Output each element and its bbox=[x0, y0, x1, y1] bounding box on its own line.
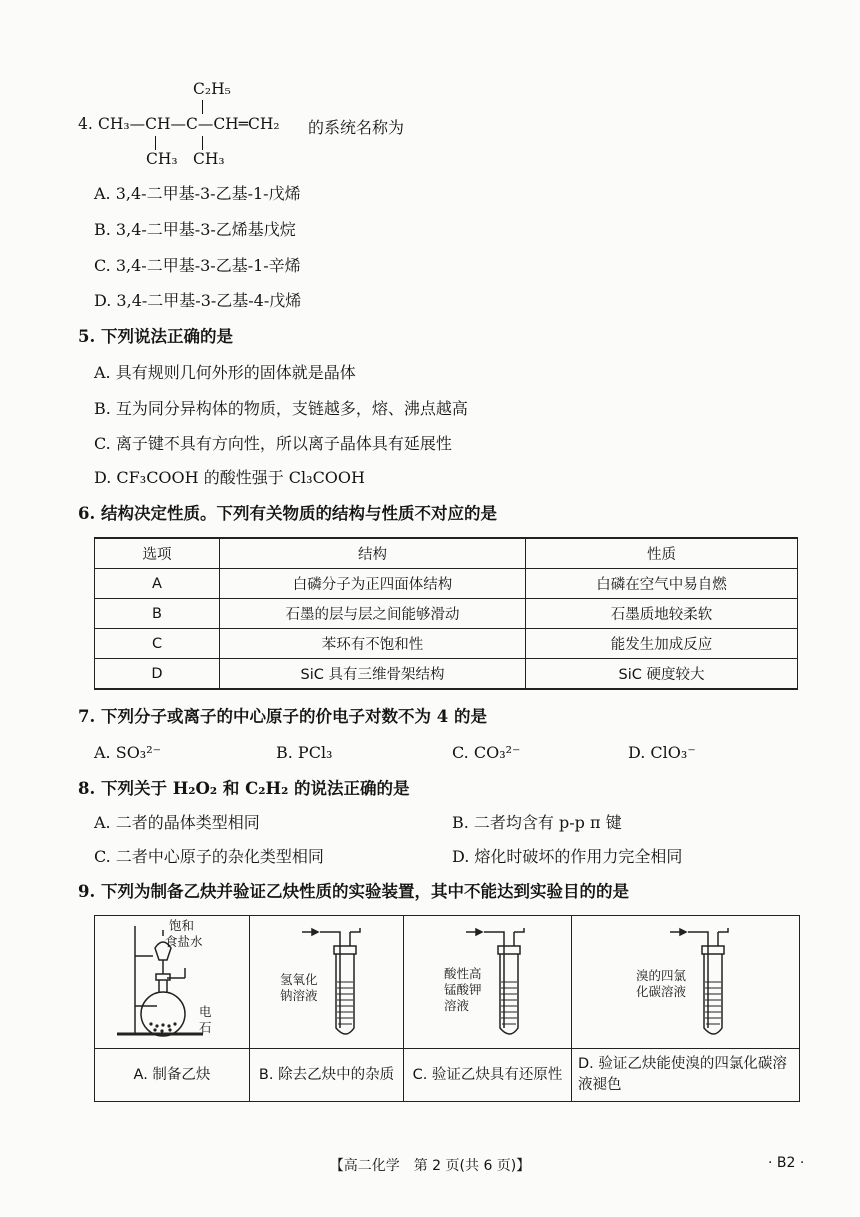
q6-cell: 石墨质地较柔软 bbox=[526, 599, 798, 629]
q5-option-c: C. 离子键不具有方向性，所以离子晶体具有延展性 bbox=[94, 434, 452, 453]
q7-stem: 7. 下列分子或离子的中心原子的价电子对数不为 4 的是 bbox=[78, 707, 487, 726]
q9-label-carbide-1: 电 bbox=[199, 1004, 212, 1019]
q9-label-kmno4-3: 溶液 bbox=[444, 998, 470, 1013]
q5-option-a: A. 具有规则几何外形的固体就是晶体 bbox=[94, 363, 356, 382]
q9-caption-row bbox=[95, 1049, 800, 1102]
table-row bbox=[95, 659, 798, 690]
wash-bottle-b-icon bbox=[250, 916, 403, 1048]
q9-label-naoh-1: 氢氧化 bbox=[280, 972, 318, 987]
q5-stem: 5. 下列说法正确的是 bbox=[78, 327, 233, 346]
q6-cell: 白磷在空气中易自燃 bbox=[526, 569, 798, 599]
q8-option-d: D. 熔化时破坏的作用力完全相同 bbox=[452, 847, 683, 866]
q4-bond-left bbox=[155, 136, 156, 150]
q8-option-a: A. 二者的晶体类型相同 bbox=[94, 813, 260, 832]
q4-bond-right bbox=[202, 136, 203, 150]
q6-header-option: 选项 bbox=[95, 538, 220, 569]
q5-option-b: B. 互为同分异构体的物质，支链越多，熔、沸点越高 bbox=[94, 399, 468, 418]
table-row bbox=[95, 569, 798, 599]
q9-label-kmno4-2: 锰酸钾 bbox=[444, 982, 482, 997]
q6-header-structure: 结构 bbox=[220, 538, 526, 569]
q9-caption-d: D. 验证乙炔能使溴的四氯化碳溶液褪色 bbox=[572, 1049, 800, 1102]
q6-cell: SiC 硬度较大 bbox=[526, 659, 798, 690]
q9-apparatus-c bbox=[404, 916, 572, 1049]
q6-cell: 白磷分子为正四面体结构 bbox=[220, 569, 526, 599]
table-row bbox=[95, 629, 798, 659]
q9-caption-a: A. 制备乙炔 bbox=[95, 1049, 250, 1102]
table-row bbox=[95, 599, 798, 629]
page-code: · B2 · bbox=[768, 1155, 805, 1171]
q9-apparatus-d bbox=[572, 916, 800, 1049]
q8-option-c: C. 二者中心原子的杂化类型相同 bbox=[94, 847, 324, 866]
q9-label-kmno4-1: 酸性高 bbox=[444, 966, 482, 981]
q4-bottom-right: CH₃ bbox=[193, 150, 225, 168]
q9-label-naoh-2: 钠溶液 bbox=[280, 988, 318, 1003]
wash-bottle-c-icon bbox=[404, 916, 571, 1048]
q9-caption-b: B. 除去乙炔中的杂质 bbox=[250, 1049, 404, 1102]
q9-label-carbide-2: 石 bbox=[199, 1020, 212, 1035]
q6-cell: B bbox=[95, 599, 220, 629]
q6-stem: 6. 结构决定性质。下列有关物质的结构与性质不对应的是 bbox=[78, 504, 497, 523]
q6-cell: 苯环有不饱和性 bbox=[220, 629, 526, 659]
q4-number: 4. bbox=[78, 115, 93, 133]
q6-header-property: 性质 bbox=[526, 538, 798, 569]
q9-apparatus-table bbox=[94, 915, 800, 1102]
q6-cell: A bbox=[95, 569, 220, 599]
q8-option-b: B. 二者均含有 p-p π 键 bbox=[452, 813, 622, 832]
q4-option-a: A. 3,4-二甲基-3-乙基-1-戊烯 bbox=[94, 184, 301, 203]
q6-cell: 能发生加成反应 bbox=[526, 629, 798, 659]
q6-cell: 石墨的层与层之间能够滑动 bbox=[220, 599, 526, 629]
q6-cell: C bbox=[95, 629, 220, 659]
q9-label-bromine-2: 化碳溶液 bbox=[636, 984, 687, 999]
q9-apparatus-a bbox=[95, 916, 250, 1049]
q4-structural-formula bbox=[78, 80, 498, 180]
q7-option-a: A. SO₃²⁻ bbox=[94, 743, 162, 762]
q6-cell: SiC 具有三维骨架结构 bbox=[220, 659, 526, 690]
q9-picture-row bbox=[95, 916, 800, 1049]
q4-bond-top bbox=[202, 100, 203, 114]
q6-header-row bbox=[95, 538, 798, 569]
q7-option-d: D. ClO₃⁻ bbox=[628, 743, 696, 762]
page-footer: 【高二化学 第 2 页(共 6 页)】 bbox=[329, 1158, 531, 1174]
q9-stem: 9. 下列为制备乙炔并验证乙炔性质的实验装置，其中不能达到实验目的的是 bbox=[78, 882, 629, 901]
q4-option-b: B. 3,4-二甲基-3-乙烯基戊烷 bbox=[94, 220, 296, 239]
q4-option-c: C. 3,4-二甲基-3-乙基-1-辛烯 bbox=[94, 256, 301, 275]
q9-caption-c: C. 验证乙炔具有还原性 bbox=[404, 1049, 572, 1102]
q8-stem: 8. 下列关于 H₂O₂ 和 C₂H₂ 的说法正确的是 bbox=[78, 779, 410, 798]
q9-label-bromine-1: 溴的四氯 bbox=[636, 968, 687, 983]
q9-label-brine: 食盐水 bbox=[165, 934, 203, 949]
q7-option-b: B. PCl₃ bbox=[276, 743, 333, 762]
q4-top-group: C₂H₅ bbox=[193, 80, 231, 98]
q5-option-d: D. CF₃COOH 的酸性强于 Cl₃COOH bbox=[94, 468, 365, 487]
q4-option-d: D. 3,4-二甲基-3-乙基-4-戊烯 bbox=[94, 291, 302, 310]
q6-table bbox=[94, 537, 798, 690]
q4-main-chain: CH₃—CH—C—CH═CH₂ bbox=[98, 115, 280, 133]
q9-apparatus-b bbox=[250, 916, 404, 1049]
q7-option-c: C. CO₃²⁻ bbox=[452, 743, 521, 762]
q4-bottom-left: CH₃ bbox=[146, 150, 178, 168]
q4-stem-suffix: 的系统名称为 bbox=[308, 118, 405, 137]
q6-cell: D bbox=[95, 659, 220, 690]
q9-label-saturated: 饱和 bbox=[169, 918, 195, 933]
